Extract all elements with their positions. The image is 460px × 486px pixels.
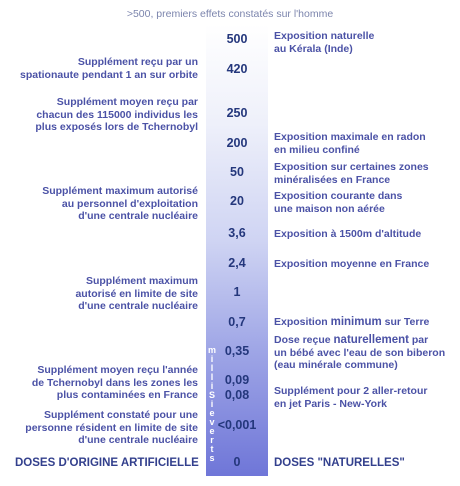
label-line: personne résident en limite de site [25, 421, 198, 434]
scale-value: 420 [226, 62, 248, 76]
label-line: Supplément reçu par un [77, 56, 198, 68]
label-emphasis: naturellement [333, 334, 409, 346]
label-line: Supplément constaté pour une [43, 409, 198, 421]
artificial-dose-spationaute [20, 56, 198, 81]
scale-value: 500 [226, 32, 248, 46]
unit-letter: m [207, 345, 216, 355]
unit-letter: r [210, 435, 214, 445]
label-line: Exposition courante dans [274, 190, 403, 202]
label-text: par [408, 334, 429, 346]
unit-letter: t [210, 444, 214, 454]
natural-doses-heading: DOSES "NATURELLES" [274, 457, 405, 469]
scale-value: 3,6 [228, 226, 246, 240]
label-line: Exposition maximale en radon [274, 131, 426, 143]
scale-value: 0,7 [228, 315, 246, 329]
label-line: au personnel d'exploitation [61, 197, 198, 210]
artificial-dose-site-resident [25, 409, 198, 447]
label-text: Exposition [274, 316, 331, 328]
unit-letter: i [210, 399, 214, 409]
scale-value: 0,08 [224, 388, 250, 402]
scale-value: 0,09 [224, 373, 250, 387]
label-emphasis: minimum [330, 316, 382, 328]
scale-value: <0,001 [217, 418, 257, 432]
natural-dose-baby-bottle [274, 334, 445, 372]
artificial-dose-flights [274, 385, 427, 410]
artificial-dose-tchernobyl-exposed [35, 96, 198, 134]
label-line: Supplément moyen reçu par [56, 96, 198, 108]
label-line: d'une centrale nucléaire [78, 210, 198, 222]
natural-dose-earth-minimum [274, 316, 429, 329]
label-text: Dose reçue [274, 334, 334, 346]
unit-letter: e [209, 408, 215, 418]
label-line: en milieu confiné [274, 143, 360, 156]
natural-dose-unventilated-house [274, 190, 402, 215]
label-line: Exposition naturelle [274, 30, 375, 42]
scale-value: 250 [226, 106, 248, 120]
label-line: autorisé en limite de site [75, 287, 198, 300]
unit-letter: e [209, 426, 215, 436]
artificial-doses-heading: DOSES D'ORIGINE ARTIFICIELLE [15, 457, 199, 469]
natural-dose-radon-max [274, 131, 426, 156]
scale-value: 1 [233, 285, 241, 299]
unit-letter: l [210, 372, 214, 382]
scale-value: 20 [230, 194, 244, 208]
label-line: Supplément maximum [85, 275, 198, 287]
label-line: (eau minérale commune) [274, 359, 398, 371]
label-line: une maison non aérée [274, 202, 385, 215]
scale-value: 0 [233, 455, 241, 469]
unit-letter: i [210, 381, 214, 391]
unit-letter: i [210, 354, 214, 364]
top-caption: >500, premiers effets constatés sur l'homme [126, 8, 334, 20]
label-line: spationaute pendant 1 an sur orbite [20, 68, 198, 81]
label-line: un bébé avec l'eau de son biberon [274, 346, 446, 359]
artificial-dose-tchernobyl-france [32, 364, 198, 402]
label-line: minéralisées en France [274, 173, 391, 186]
label-line: plus contaminées en France [56, 389, 198, 401]
natural-dose-kerala [274, 30, 374, 55]
natural-dose-france-average: Exposition moyenne en France [274, 258, 430, 270]
label-line: plus exposés lors de Tchernobyl [35, 121, 198, 133]
label-line [274, 334, 445, 347]
unit-letter: l [210, 363, 214, 373]
artificial-dose-site-limit [75, 275, 198, 313]
label-line: Supplément pour 2 aller-retour [274, 385, 428, 397]
label-line: de Tchernobyl dans les zones les [31, 376, 198, 389]
label-line: Supplément maximum autorisé [42, 185, 198, 197]
artificial-dose-nuclear-staff [42, 185, 198, 223]
label-text: sur Terre [381, 316, 430, 328]
scale-value: 200 [226, 136, 248, 150]
scale-value: 50 [230, 165, 244, 179]
label-line: chacun des 115000 individus les [36, 108, 198, 121]
scale-value: 0,35 [224, 344, 250, 358]
label-line: d'une centrale nucléaire [78, 434, 198, 446]
unit-letter: S [208, 390, 215, 400]
natural-dose-altitude: Exposition à 1500m d'altitude [274, 228, 422, 240]
natural-dose-mineral-zones [274, 161, 429, 186]
unit-letter: v [209, 417, 215, 427]
label-line: au Kérala (Inde) [274, 42, 353, 55]
label-line: Exposition sur certaines zones [274, 161, 429, 173]
label-line: d'une centrale nucléaire [78, 300, 198, 312]
label-line: en jet Paris - New-York [274, 397, 388, 410]
label-line: Supplément moyen reçu l'année [37, 364, 198, 376]
unit-letter: s [209, 453, 215, 463]
scale-value: 2,4 [228, 256, 246, 270]
